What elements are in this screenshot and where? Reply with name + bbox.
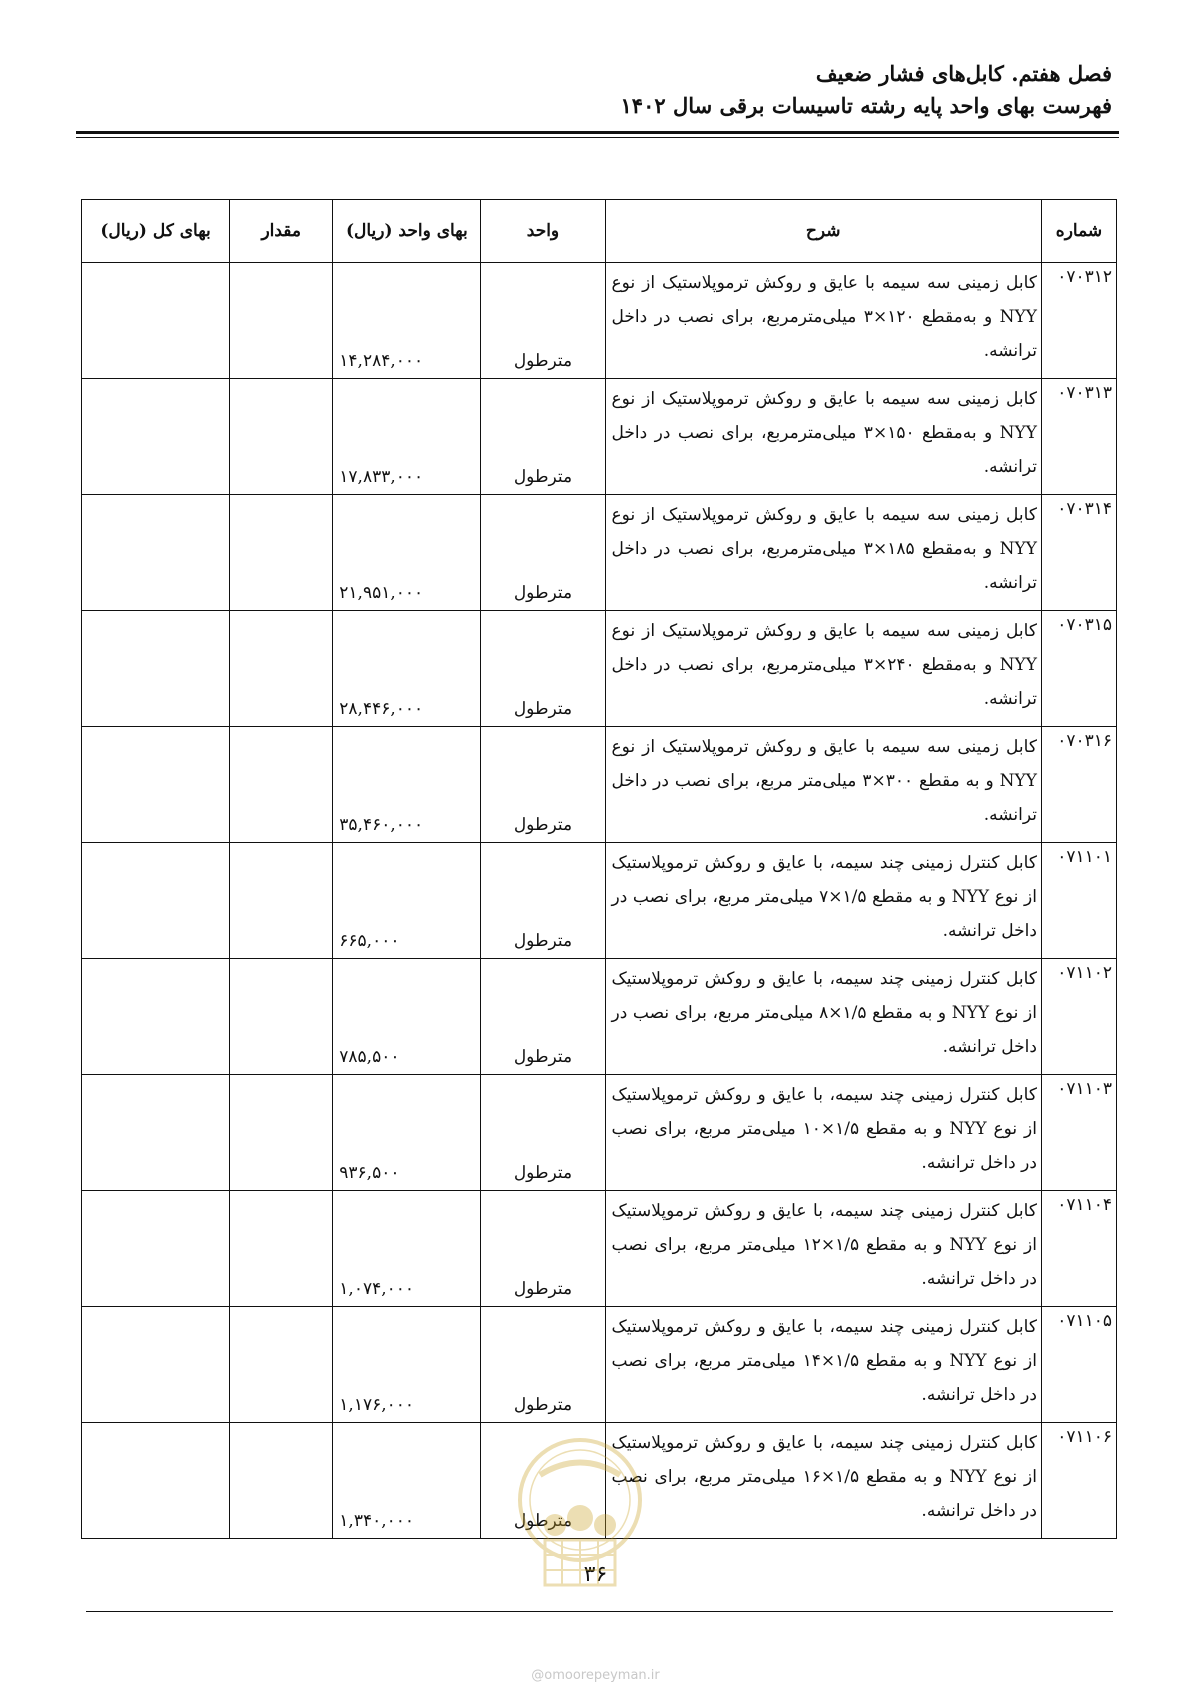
table-row — [82, 1191, 1117, 1307]
cell-unit: مترطول — [481, 611, 605, 727]
cell-unit-price: ۱,۳۴۰,۰۰۰ — [333, 1423, 481, 1539]
column-header-code: شماره — [1041, 200, 1116, 263]
watermark-url: @omoorepeyman.ir — [531, 1668, 660, 1683]
cell-unit-price: ۷۸۵,۵۰۰ — [333, 959, 481, 1075]
cell-description: کابل زمینی سه سیمه با عایق و روکش ترموپلاستیک از نوع NYY و به مقطع ۳۰۰×۳ میلی‌متر مربع، برای نصب در داخل ترانشه. — [605, 727, 1041, 843]
table-row — [82, 1307, 1117, 1423]
cell-code: ۰۷۰۳۱۵ — [1041, 611, 1116, 727]
cell-total — [82, 1075, 230, 1191]
table-body — [82, 263, 1117, 1539]
cell-quantity — [230, 1423, 333, 1539]
header-divider-thin — [76, 137, 1119, 138]
column-header-unit-price: بهای واحد (ریال) — [333, 200, 481, 263]
page-number: ۳۶ — [583, 1562, 608, 1587]
page-header — [79, 58, 1112, 122]
table-row — [82, 611, 1117, 727]
cell-total — [82, 611, 230, 727]
cell-code: ۰۷۱۱۰۳ — [1041, 1075, 1116, 1191]
cell-total — [82, 263, 230, 379]
column-header-quantity: مقدار — [230, 200, 333, 263]
cell-unit: مترطول — [481, 959, 605, 1075]
footer-divider — [86, 1611, 1113, 1612]
cell-code: ۰۷۱۱۰۴ — [1041, 1191, 1116, 1307]
table-row — [82, 843, 1117, 959]
cell-unit-price: ۲۸,۴۴۶,۰۰۰ — [333, 611, 481, 727]
cell-unit: مترطول — [481, 1423, 605, 1539]
cell-code: ۰۷۱۱۰۲ — [1041, 959, 1116, 1075]
cell-total — [82, 727, 230, 843]
cell-quantity — [230, 263, 333, 379]
cell-total — [82, 379, 230, 495]
cell-unit: مترطول — [481, 263, 605, 379]
cell-unit: مترطول — [481, 1191, 605, 1307]
cell-quantity — [230, 611, 333, 727]
column-header-unit: واحد — [481, 200, 605, 263]
table-row — [82, 1423, 1117, 1539]
cell-description: کابل زمینی سه سیمه با عایق و روکش ترموپلاستیک از نوع NYY و به‌مقطع ۲۴۰×۳ میلی‌مترمربع، برای نصب در داخل ترانشه. — [605, 611, 1041, 727]
chapter-title: فصل هفتم. کابل‌های فشار ضعیف — [815, 61, 1112, 86]
cell-quantity — [230, 1191, 333, 1307]
cell-unit-price: ۱۴,۲۸۴,۰۰۰ — [333, 263, 481, 379]
cell-quantity — [230, 379, 333, 495]
cell-unit-price: ۲۱,۹۵۱,۰۰۰ — [333, 495, 481, 611]
cell-code: ۰۷۰۳۱۲ — [1041, 263, 1116, 379]
cell-total — [82, 1307, 230, 1423]
cell-unit-price: ۳۵,۴۶۰,۰۰۰ — [333, 727, 481, 843]
cell-unit-price: ۹۳۶,۵۰۰ — [333, 1075, 481, 1191]
table-row — [82, 727, 1117, 843]
price-list-table — [81, 199, 1117, 1539]
cell-description: کابل کنترل زمینی چند سیمه، با عایق و روکش ترموپلاستیک از نوع NYY و به مقطع ۱/۵×۱۰ میلی‌متر مربع، برای نصب در داخل ترانشه. — [605, 1075, 1041, 1191]
cell-description: کابل زمینی سه سیمه با عایق و روکش ترموپلاستیک از نوع NYY و به‌مقطع ۱۲۰×۳ میلی‌مترمربع، برای نصب در داخل ترانشه. — [605, 263, 1041, 379]
cell-description: کابل کنترل زمینی چند سیمه، با عایق و روکش ترموپلاستیک از نوع NYY و به مقطع ۱/۵×۱۲ میلی‌متر مربع، برای نصب در داخل ترانشه. — [605, 1191, 1041, 1307]
cell-quantity — [230, 843, 333, 959]
cell-quantity — [230, 959, 333, 1075]
cell-total — [82, 1191, 230, 1307]
cell-unit-price: ۶۶۵,۰۰۰ — [333, 843, 481, 959]
cell-description: کابل زمینی سه سیمه با عایق و روکش ترموپلاستیک از نوع NYY و به‌مقطع ۱۸۵×۳ میلی‌مترمربع، برای نصب در داخل ترانشه. — [605, 495, 1041, 611]
cell-code: ۰۷۰۳۱۶ — [1041, 727, 1116, 843]
cell-description: کابل زمینی سه سیمه با عایق و روکش ترموپلاستیک از نوع NYY و به‌مقطع ۱۵۰×۳ میلی‌مترمربع، برای نصب در داخل ترانشه. — [605, 379, 1041, 495]
cell-unit: مترطول — [481, 727, 605, 843]
cell-unit: مترطول — [481, 843, 605, 959]
cell-description: کابل کنترل زمینی چند سیمه، با عایق و روکش ترموپلاستیک از نوع NYY و به مقطع ۱/۵×۱۶ میلی‌متر مربع، برای نصب در داخل ترانشه. — [605, 1423, 1041, 1539]
table-row — [82, 379, 1117, 495]
header-divider-thick — [76, 131, 1119, 134]
cell-quantity — [230, 495, 333, 611]
table-row — [82, 263, 1117, 379]
document-title: فهرست بهای واحد پایه رشته تاسیسات برقی سال ۱۴۰۲ — [620, 93, 1112, 118]
cell-total — [82, 495, 230, 611]
cell-code: ۰۷۱۱۰۱ — [1041, 843, 1116, 959]
cell-unit-price: ۱,۱۷۶,۰۰۰ — [333, 1307, 481, 1423]
cell-code: ۰۷۰۳۱۴ — [1041, 495, 1116, 611]
cell-quantity — [230, 1307, 333, 1423]
table-header-row — [82, 200, 1117, 263]
cell-description: کابل کنترل زمینی چند سیمه، با عایق و روکش ترموپلاستیک از نوع NYY و به مقطع ۱/۵×۷ میلی‌متر مربع، برای نصب در داخل ترانشه. — [605, 843, 1041, 959]
cell-unit: مترطول — [481, 1307, 605, 1423]
cell-total — [82, 1423, 230, 1539]
cell-unit-price: ۱,۰۷۴,۰۰۰ — [333, 1191, 481, 1307]
table-row — [82, 1075, 1117, 1191]
cell-total — [82, 959, 230, 1075]
cell-description: کابل کنترل زمینی چند سیمه، با عایق و روکش ترموپلاستیک از نوع NYY و به مقطع ۱/۵×۸ میلی‌متر مربع، برای نصب در داخل ترانشه. — [605, 959, 1041, 1075]
table-row — [82, 959, 1117, 1075]
cell-description: کابل کنترل زمینی چند سیمه، با عایق و روکش ترموپلاستیک از نوع NYY و به مقطع ۱/۵×۱۴ میلی‌متر مربع، برای نصب در داخل ترانشه. — [605, 1307, 1041, 1423]
cell-code: ۰۷۰۳۱۳ — [1041, 379, 1116, 495]
cell-unit: مترطول — [481, 1075, 605, 1191]
cell-unit-price: ۱۷,۸۳۳,۰۰۰ — [333, 379, 481, 495]
table-row — [82, 495, 1117, 611]
cell-quantity — [230, 727, 333, 843]
column-header-description: شرح — [605, 200, 1041, 263]
cell-code: ۰۷۱۱۰۶ — [1041, 1423, 1116, 1539]
cell-code: ۰۷۱۱۰۵ — [1041, 1307, 1116, 1423]
column-header-total: بهای کل (ریال) — [82, 200, 230, 263]
cell-unit: مترطول — [481, 379, 605, 495]
cell-quantity — [230, 1075, 333, 1191]
cell-total — [82, 843, 230, 959]
cell-unit: مترطول — [481, 495, 605, 611]
